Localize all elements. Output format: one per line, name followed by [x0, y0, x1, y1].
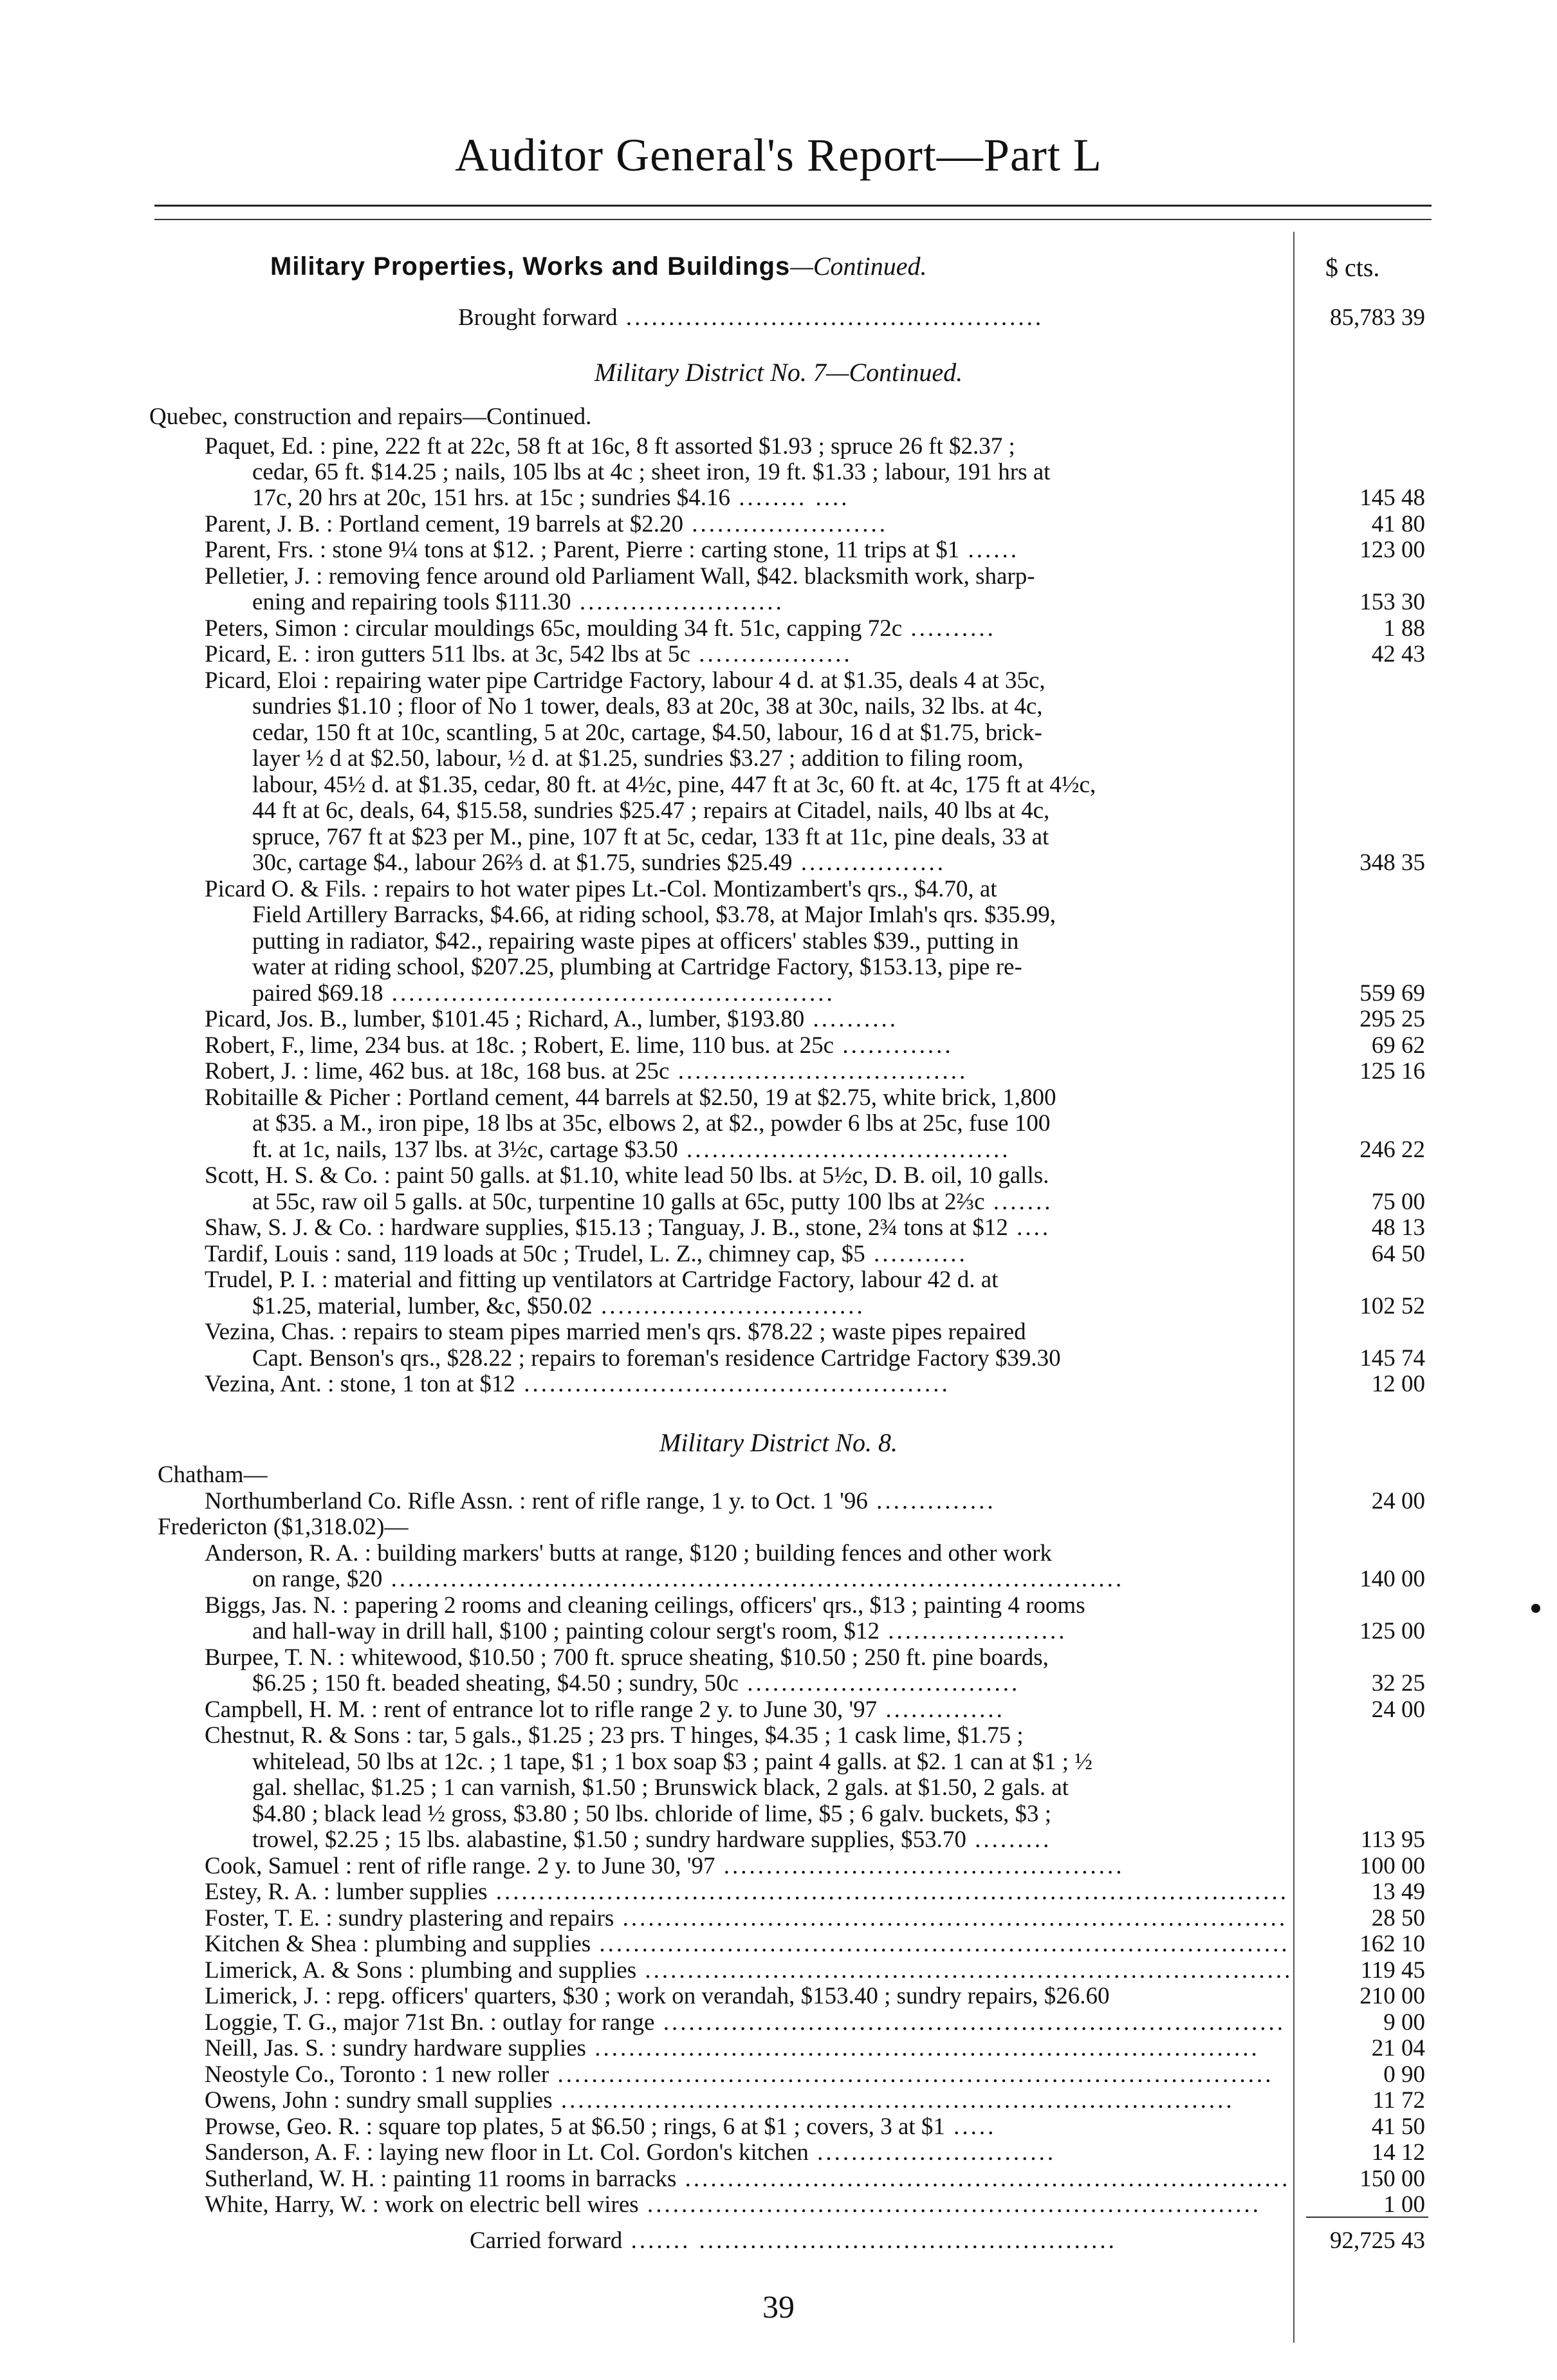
amount: 348 35 — [1359, 850, 1425, 876]
header-rule-top — [154, 205, 1432, 207]
amount: 1 00 — [1383, 2191, 1425, 2218]
section-suffix: —Continued. — [790, 252, 927, 281]
amount: 75 00 — [1371, 1189, 1425, 1215]
district-7-heading: Military District No. 7—Continued. — [594, 358, 963, 387]
amount: 1 88 — [1383, 615, 1425, 642]
amount: 24 00 — [1371, 1488, 1425, 1514]
amount: 150 00 — [1359, 2166, 1425, 2192]
amount: 559 69 — [1359, 980, 1425, 1007]
brought-forward-label: Brought forward — [458, 304, 618, 331]
amount: 100 00 — [1359, 1853, 1425, 1879]
amount: 0 90 — [1383, 2061, 1425, 2088]
section-title: Military Properties, Works and Buildings — [270, 252, 791, 281]
amount: 125 16 — [1359, 1058, 1425, 1084]
page-title: Auditor General's Report—Part L — [455, 129, 1102, 181]
amount: 32 25 — [1371, 1670, 1425, 1697]
carried-forward-amount: 92,725 43 — [1330, 2227, 1425, 2254]
amount: 102 52 — [1359, 1293, 1425, 1319]
amount: 125 00 — [1359, 1618, 1425, 1644]
unit-heading: $ cts. — [1325, 253, 1380, 282]
amount: 14 12 — [1371, 2139, 1425, 2166]
amount: 48 13 — [1371, 1214, 1425, 1241]
amount: 11 72 — [1372, 2087, 1425, 2114]
amount: 295 25 — [1359, 1006, 1425, 1032]
header-rule-bottom — [154, 219, 1432, 220]
amount: 123 00 — [1359, 537, 1425, 563]
carried-forward-label: Carried forward — [470, 2227, 623, 2254]
district-8-heading: Military District No. 8. — [659, 1428, 898, 1457]
amount: 28 50 — [1371, 1905, 1425, 1931]
amount: 13 49 — [1371, 1879, 1425, 1905]
brought-forward-amount: 85,783 39 — [1330, 304, 1425, 331]
amount: 246 22 — [1359, 1137, 1425, 1163]
amount: 210 00 — [1359, 1983, 1425, 2009]
amount: 145 74 — [1359, 1345, 1425, 1371]
amount: 119 45 — [1360, 1957, 1425, 1984]
amount: 42 43 — [1371, 641, 1425, 667]
total-rule — [1306, 2217, 1428, 2218]
amount: 69 62 — [1371, 1032, 1425, 1059]
amount: 9 00 — [1383, 2009, 1425, 2036]
section-heading — [270, 251, 927, 281]
amount: 41 80 — [1371, 511, 1425, 537]
amount: 145 48 — [1359, 485, 1425, 511]
amount: 24 00 — [1371, 1697, 1425, 1723]
amount: 12 00 — [1371, 1371, 1425, 1397]
margin-dot — [1531, 1604, 1540, 1613]
amount: 153 30 — [1359, 589, 1425, 615]
amount: 140 00 — [1359, 1566, 1425, 1592]
amount: 162 10 — [1359, 1931, 1425, 1957]
amount: 113 95 — [1360, 1827, 1425, 1853]
page-number: 39 — [762, 2289, 795, 2325]
amount: 41 50 — [1371, 2114, 1425, 2140]
amount: 21 04 — [1371, 2035, 1425, 2061]
amount-column-rule — [1293, 232, 1294, 2343]
amount: 64 50 — [1371, 1241, 1425, 1267]
